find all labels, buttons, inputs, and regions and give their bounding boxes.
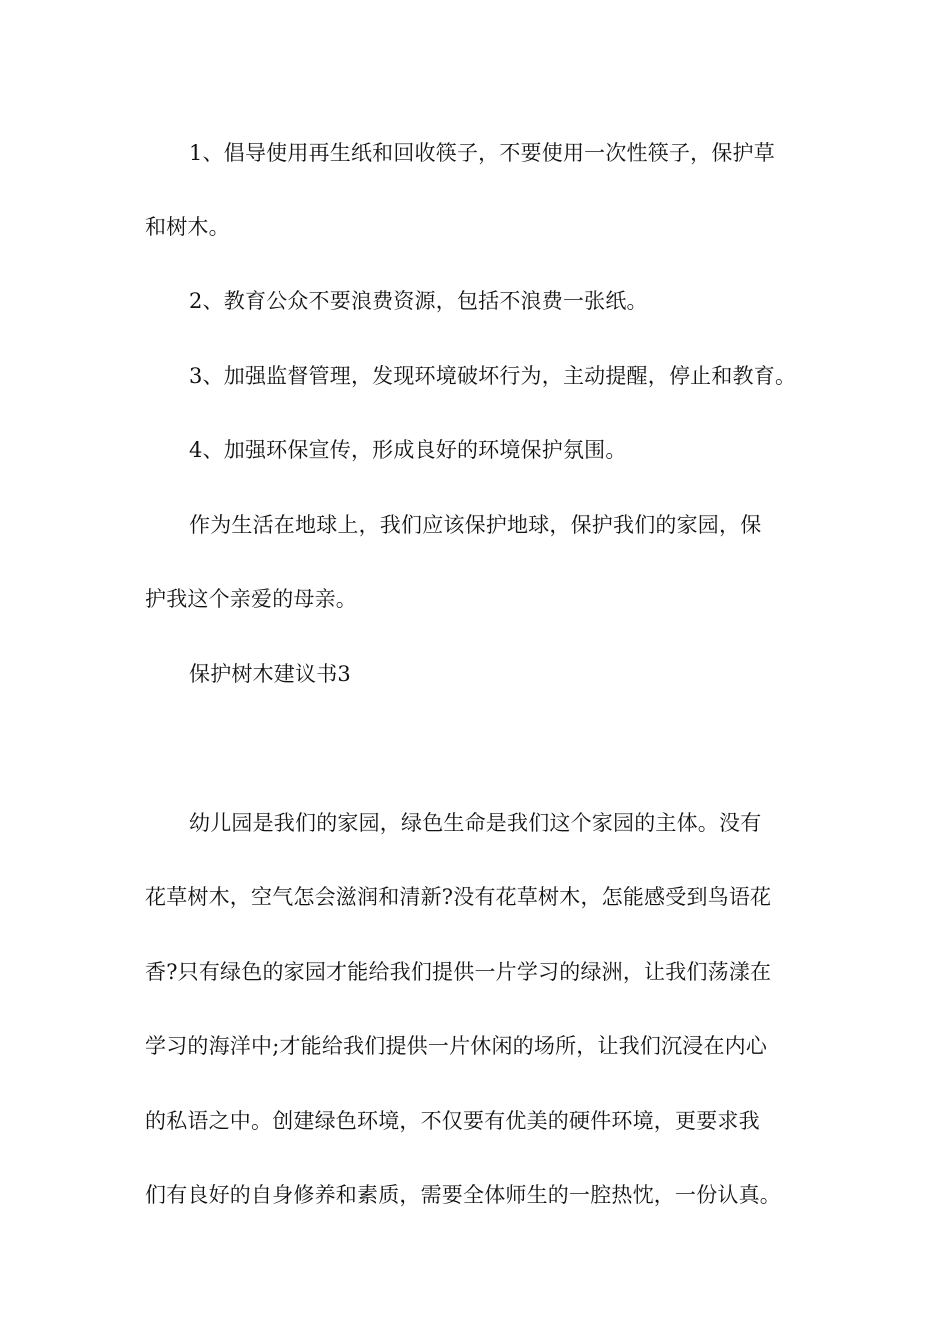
section-title: 保护树木建议书3 <box>189 662 351 686</box>
closing-line-1: 作为生活在地球上，我们应该保护地球，保护我们的家园，保 <box>189 513 762 537</box>
body-line-5: 的私语之中。创建绿色环境，不仅要有优美的硬件环境，更要求我 <box>145 1109 760 1133</box>
body-line-3: 香?只有绿色的家园才能给我们提供一片学习的绿洲，让我们荡漾在 <box>145 960 772 984</box>
item-1-line-1: 1、倡导使用再生纸和回收筷子，不要使用一次性筷子，保护草 <box>189 141 775 165</box>
item-1-line-2: 和树木。 <box>145 215 230 239</box>
body-line-4: 学习的海洋中;才能给我们提供一片休闲的场所，让我们沉浸在内心 <box>145 1034 768 1058</box>
body-line-6: 们有良好的自身修养和素质，需要全体师生的一腔热忱，一份认真。 <box>145 1183 781 1207</box>
body-line-2: 花草树木，空气怎会滋润和清新?没有花草树木，怎能感受到鸟语花 <box>145 885 772 909</box>
item-3: 3、加强监督管理，发现环境破坏行为，主动提醒，停止和教育。 <box>189 364 797 388</box>
body-line-1: 幼儿园是我们的家园，绿色生命是我们这个家园的主体。没有 <box>189 811 762 835</box>
closing-line-2: 护我这个亲爱的母亲。 <box>145 587 357 611</box>
item-2: 2、教育公众不要浪费资源，包括不浪费一张纸。 <box>189 289 648 313</box>
item-4: 4、加强环保宣传，形成良好的环境保护氛围。 <box>189 438 627 462</box>
